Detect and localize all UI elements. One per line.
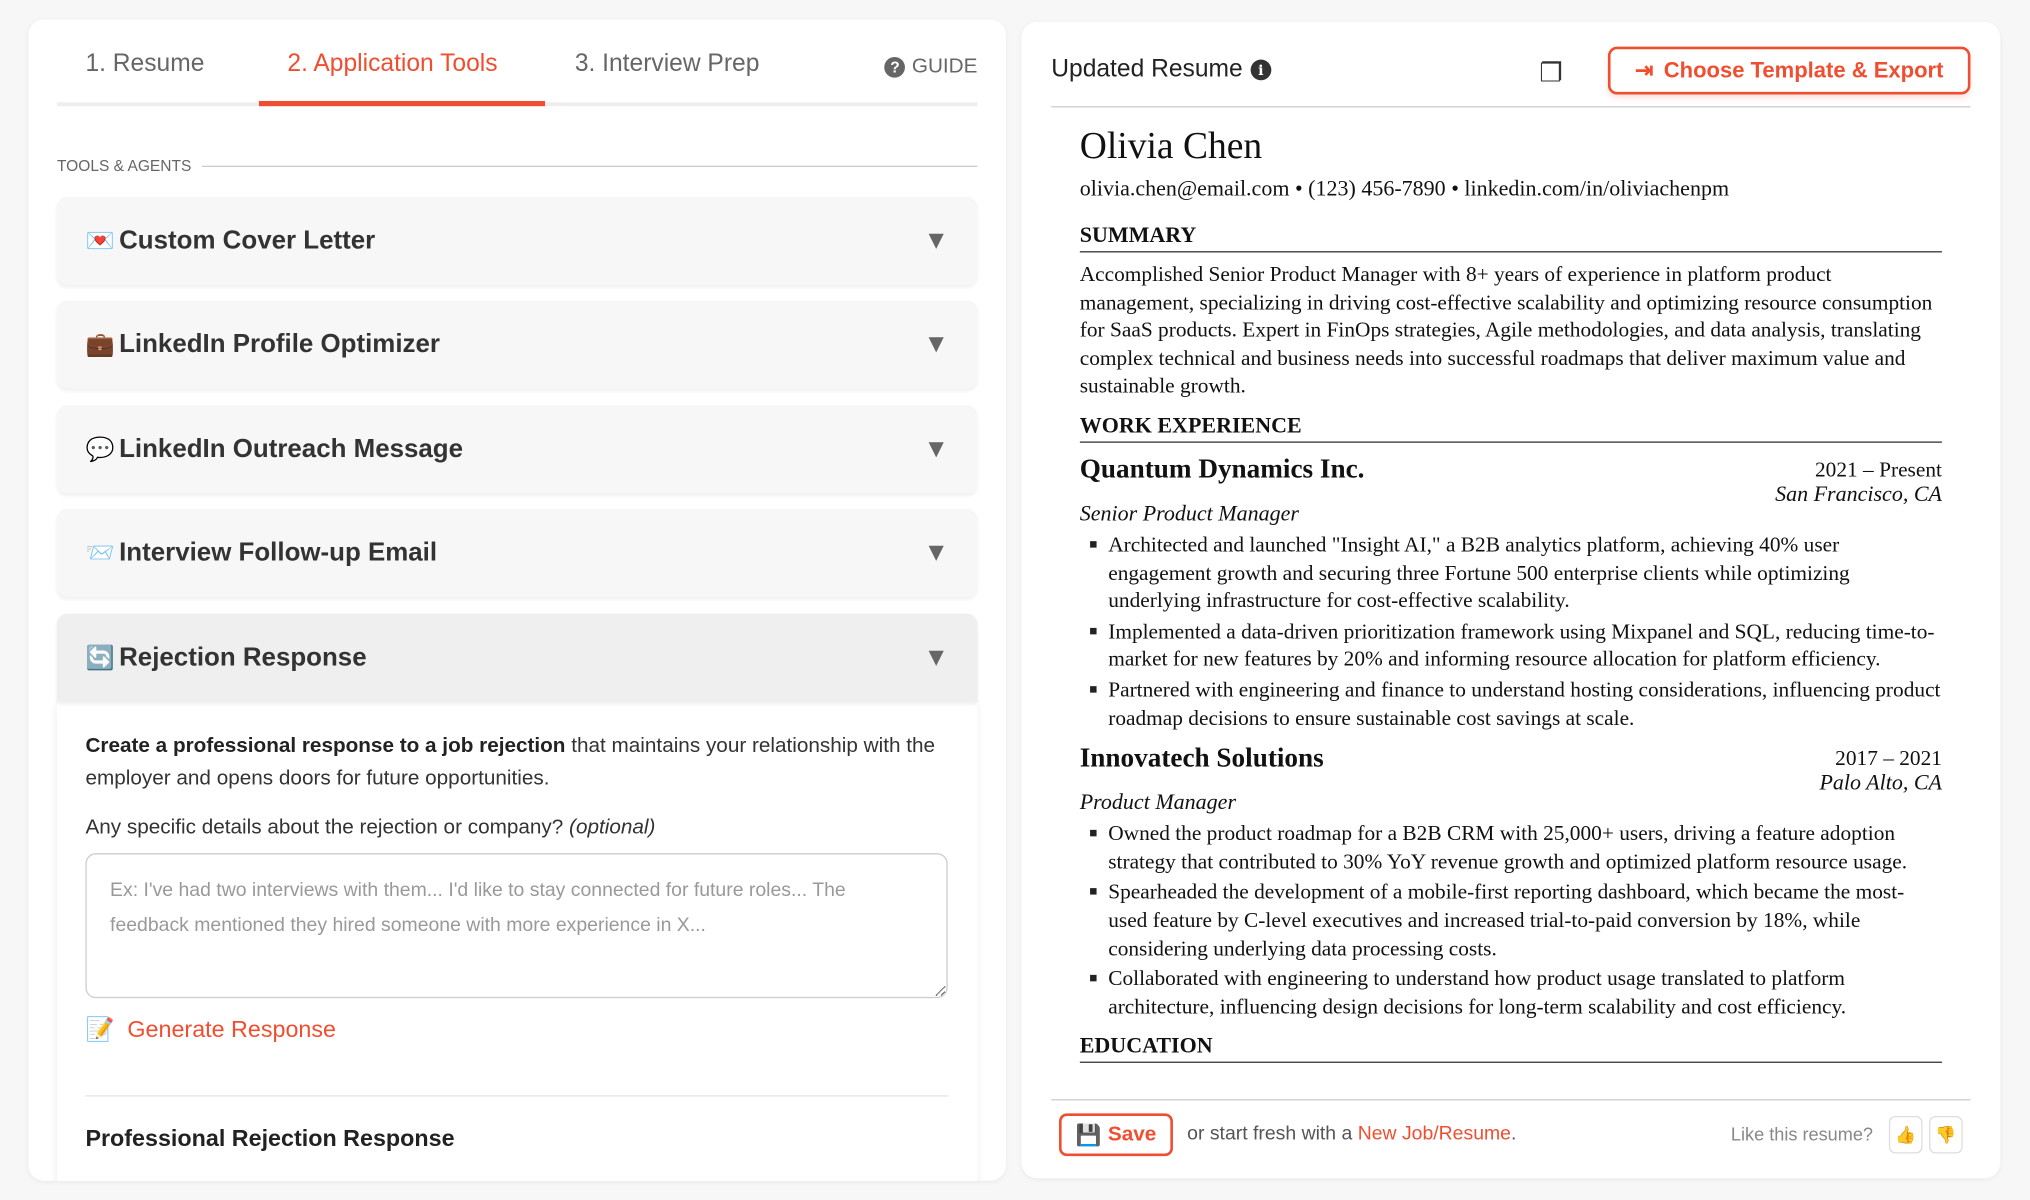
question-text: Any specific details about the rejection or company? <box>85 816 570 839</box>
resume-name: Olivia Chen <box>1079 125 1263 168</box>
guide-link[interactable] <box>885 56 978 79</box>
job-dates <box>1819 742 1941 795</box>
tab-interview-prep[interactable]: 3. Interview Prep <box>574 50 760 78</box>
tab-bar <box>57 19 977 106</box>
bullet: Owned the product roadmap for a B2B CRM with 25,000+ users, driving a feature adoption strategy that contributed to 30% YoY revenue growth and optimized platform resource usage. <box>1108 820 1942 876</box>
job-header <box>1080 453 1942 506</box>
years: 2017 – 2021 <box>1835 745 1942 771</box>
info-icon[interactable]: i <box>1250 60 1271 81</box>
accordion-cover-letter[interactable] <box>57 197 977 285</box>
bullet-list <box>1080 820 1942 1021</box>
tab-application-tools[interactable]: 2. Application Tools <box>287 50 498 78</box>
accordion-title: LinkedIn Profile Optimizer <box>119 329 440 358</box>
job-dates <box>1775 453 1942 506</box>
generate-response-button[interactable] <box>85 1016 949 1043</box>
tools-panel <box>28 19 1005 1180</box>
description-bold: Create a professional response to a job rejection <box>85 735 566 758</box>
guide-label: GUIDE <box>911 55 978 78</box>
chevron-down-icon: ▼ <box>923 537 949 567</box>
chevron-down-icon: ▼ <box>923 329 949 358</box>
thumbs-up-icon[interactable]: 👍 <box>1889 1116 1923 1154</box>
accordion-linkedin-outreach[interactable] <box>57 405 977 493</box>
tool-description <box>85 730 949 795</box>
save-label: Save <box>1107 1123 1157 1146</box>
chevron-down-icon: ▼ <box>923 642 949 672</box>
job-role: Product Manager <box>1079 789 1237 815</box>
like-prompt: Like this resume? <box>1730 1123 1873 1145</box>
accordion-title: Interview Follow-up Email <box>119 537 438 567</box>
chevron-down-icon: ▼ <box>923 434 949 463</box>
optional-text: (optional) <box>569 816 656 839</box>
accordion-linkedin-optimizer[interactable] <box>57 300 977 388</box>
panel-title-text: Updated Resume <box>1051 55 1243 83</box>
company: Innovatech Solutions <box>1079 741 1324 774</box>
job-header <box>1080 742 1942 795</box>
choose-template-export-button[interactable] <box>1608 47 1970 95</box>
chevron-down-icon: ▼ <box>923 225 949 255</box>
refresh-icon: 🔄 <box>85 644 115 670</box>
start-fresh-text <box>1187 1122 1516 1144</box>
bullet: Architected and launched "Insight AI," a B2B analytics platform, achieving 40% user engagement growth and securing three Fortune 500 enterprise clients while optimizing underlying infrastructure for cost-effective scalability. <box>1108 531 1942 615</box>
section-heading: SUMMARY <box>1080 223 1942 253</box>
section-label <box>57 157 977 175</box>
divider <box>1051 106 1970 107</box>
section-heading: EDUCATION <box>1080 1033 1942 1063</box>
location: San Francisco, CA <box>1775 481 1942 507</box>
memo-icon: 📝 <box>85 1016 115 1043</box>
job-entry <box>1080 742 1942 1021</box>
save-icon: 💾 <box>1075 1124 1102 1147</box>
bullet: Implemented a data-driven prioritization framework using Mixpanel and SQL, reducing time-to-market for new features by 20% and informing resource allocation for platform efficiency. <box>1108 617 1942 673</box>
accordion-title: LinkedIn Outreach Message <box>119 434 464 463</box>
active-tab-indicator <box>259 101 545 106</box>
section-heading: WORK EXPERIENCE <box>1080 413 1942 443</box>
location: Palo Alto, CA <box>1819 770 1942 796</box>
resume-contact: olivia.chen@email.com • (123) 456-7890 • linkedin.com/in/oliviachenpm <box>1079 176 1730 201</box>
speech-bubble-icon: 💬 <box>85 435 115 462</box>
fresh-text: or start fresh with a <box>1187 1122 1358 1145</box>
thumbs-down-icon[interactable]: 👎 <box>1929 1116 1963 1154</box>
divider <box>1051 1099 1970 1100</box>
bullet: Spearheaded the development of a mobile-first reporting dashboard, which became the most-used feature by C-level executives and increased trial-to-paid conversion by 18%, while considering underlying data processing costs. <box>1108 878 1942 962</box>
briefcase-icon: 💼 <box>85 330 115 357</box>
love-letter-icon: 💌 <box>85 227 115 254</box>
rejection-response-body <box>57 702 977 1181</box>
panel-title <box>1051 56 1271 84</box>
divider <box>85 1095 949 1096</box>
generate-label: Generate Response <box>127 1016 336 1043</box>
accordion-title: Rejection Response <box>119 642 367 672</box>
section-label-text: TOOLS & AGENTS <box>56 156 192 175</box>
job-role: Senior Product Manager <box>1079 500 1299 526</box>
accordion-rejection-response[interactable] <box>57 614 977 702</box>
summary-text: Accomplished Senior Product Manager with 8+ years of experience in platform product management, specializing in driving cost-effective scalability and optimizing resource consumption for SaaS products. Expert in FinOps strategies, Agile methodologies, and data analysis, translating complex technical and business needs into successful roadmaps that deliver maximum value and sustainable growth. <box>1079 261 1933 398</box>
export-label: Choose Template & Export <box>1663 57 1944 83</box>
accordion-title: Custom Cover Letter <box>119 225 376 255</box>
new-job-resume-link[interactable]: New Job/Resume <box>1357 1122 1511 1145</box>
divider <box>202 165 978 166</box>
company: Quantum Dynamics Inc. <box>1079 453 1365 485</box>
resume-panel <box>1021 22 2000 1178</box>
resume-preview[interactable] <box>1080 120 1942 1099</box>
bullet: Partnered with engineering and finance to understand hosting considerations, influencing product roadmap decisions to ensure sustainable cost savings at scale. <box>1108 676 1942 732</box>
help-icon: ? <box>885 57 906 78</box>
description-rest: that maintains your relationship with the employer and opens doors for future opportunities. <box>85 735 936 790</box>
accordion-follow-up-email[interactable] <box>57 509 977 597</box>
job-entry <box>1080 453 1942 732</box>
copy-icon[interactable]: ❐ <box>1539 59 1563 89</box>
details-label <box>85 817 949 840</box>
result-heading: Professional Rejection Response <box>85 1125 455 1151</box>
envelope-icon: 📨 <box>85 539 115 566</box>
years: 2021 – Present <box>1814 456 1942 482</box>
bullet-list <box>1080 531 1942 732</box>
file-export-icon: ⇥ <box>1634 57 1654 83</box>
bullet: Collaborated with engineering to understand how product usage translated to platform architecture, influencing design decisions for long-term scalability and cost efficiency. <box>1108 965 1942 1021</box>
save-button[interactable] <box>1059 1113 1173 1156</box>
fresh-end: . <box>1510 1122 1517 1145</box>
tab-resume[interactable]: 1. Resume <box>85 50 205 78</box>
rejection-details-input[interactable] <box>85 853 947 998</box>
